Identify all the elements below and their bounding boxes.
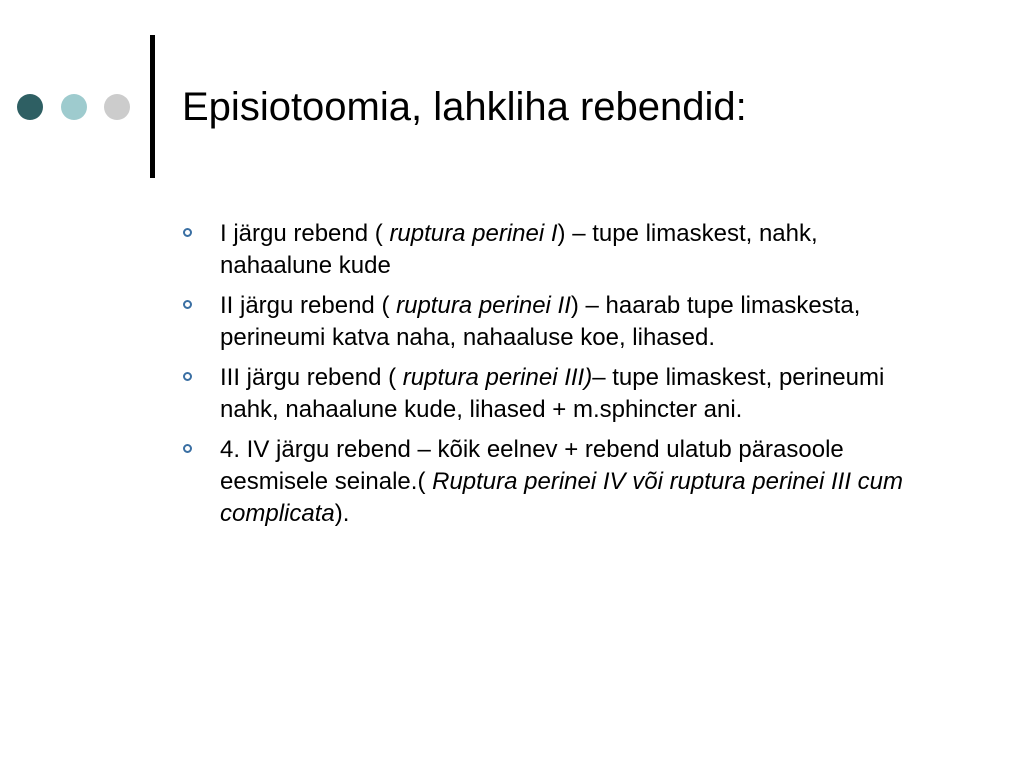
decorative-gray-dot-icon: [104, 94, 130, 120]
bullet-latin-term: ruptura perinei III): [402, 364, 593, 391]
title-divider-bar: [150, 35, 155, 178]
hollow-circle-bullet-icon: [183, 372, 192, 381]
bullet-text: 4. IV järgu rebend – kõik eelnev + rebend ulatub pärasoole eesmisele seinale.(: [220, 436, 844, 495]
bullet-latin-term: Ruptura perinei IV või ruptura perinei III cum complicata: [220, 468, 904, 527]
decorative-dark-teal-dot-icon: [17, 94, 43, 120]
bullet-item-2: [183, 290, 923, 354]
hollow-circle-bullet-icon: [183, 228, 192, 237]
bullet-item-3: [183, 362, 923, 426]
bullet-list: [183, 218, 923, 530]
bullet-text: ) – tupe limaskest, nahk, nahaalune kude: [220, 220, 818, 279]
slide-title: Episiotoomia, lahkliha rebendid:: [182, 85, 747, 129]
bullet-item-4: [183, 434, 923, 530]
bullet-text: III järgu rebend (: [220, 364, 403, 391]
decorative-light-teal-dot-icon: [61, 94, 87, 120]
bullet-text: II järgu rebend (: [220, 292, 397, 319]
bullet-text: I järgu rebend (: [220, 220, 390, 247]
bullet-item-1: [183, 218, 923, 282]
hollow-circle-bullet-icon: [183, 300, 192, 309]
bullet-latin-term: ruptura perinei II: [396, 292, 571, 319]
bullet-text: – tupe limaskest, perineumi nahk, nahaalune kude, lihased + m.sphincter ani.: [220, 364, 885, 423]
bullet-text: ).: [334, 500, 350, 527]
bullet-latin-term: ruptura perinei I: [389, 220, 558, 247]
hollow-circle-bullet-icon: [183, 444, 192, 453]
bullet-text: ) – haarab tupe limaskesta, perineumi katva naha, nahaaluse koe, lihased.: [220, 292, 861, 351]
